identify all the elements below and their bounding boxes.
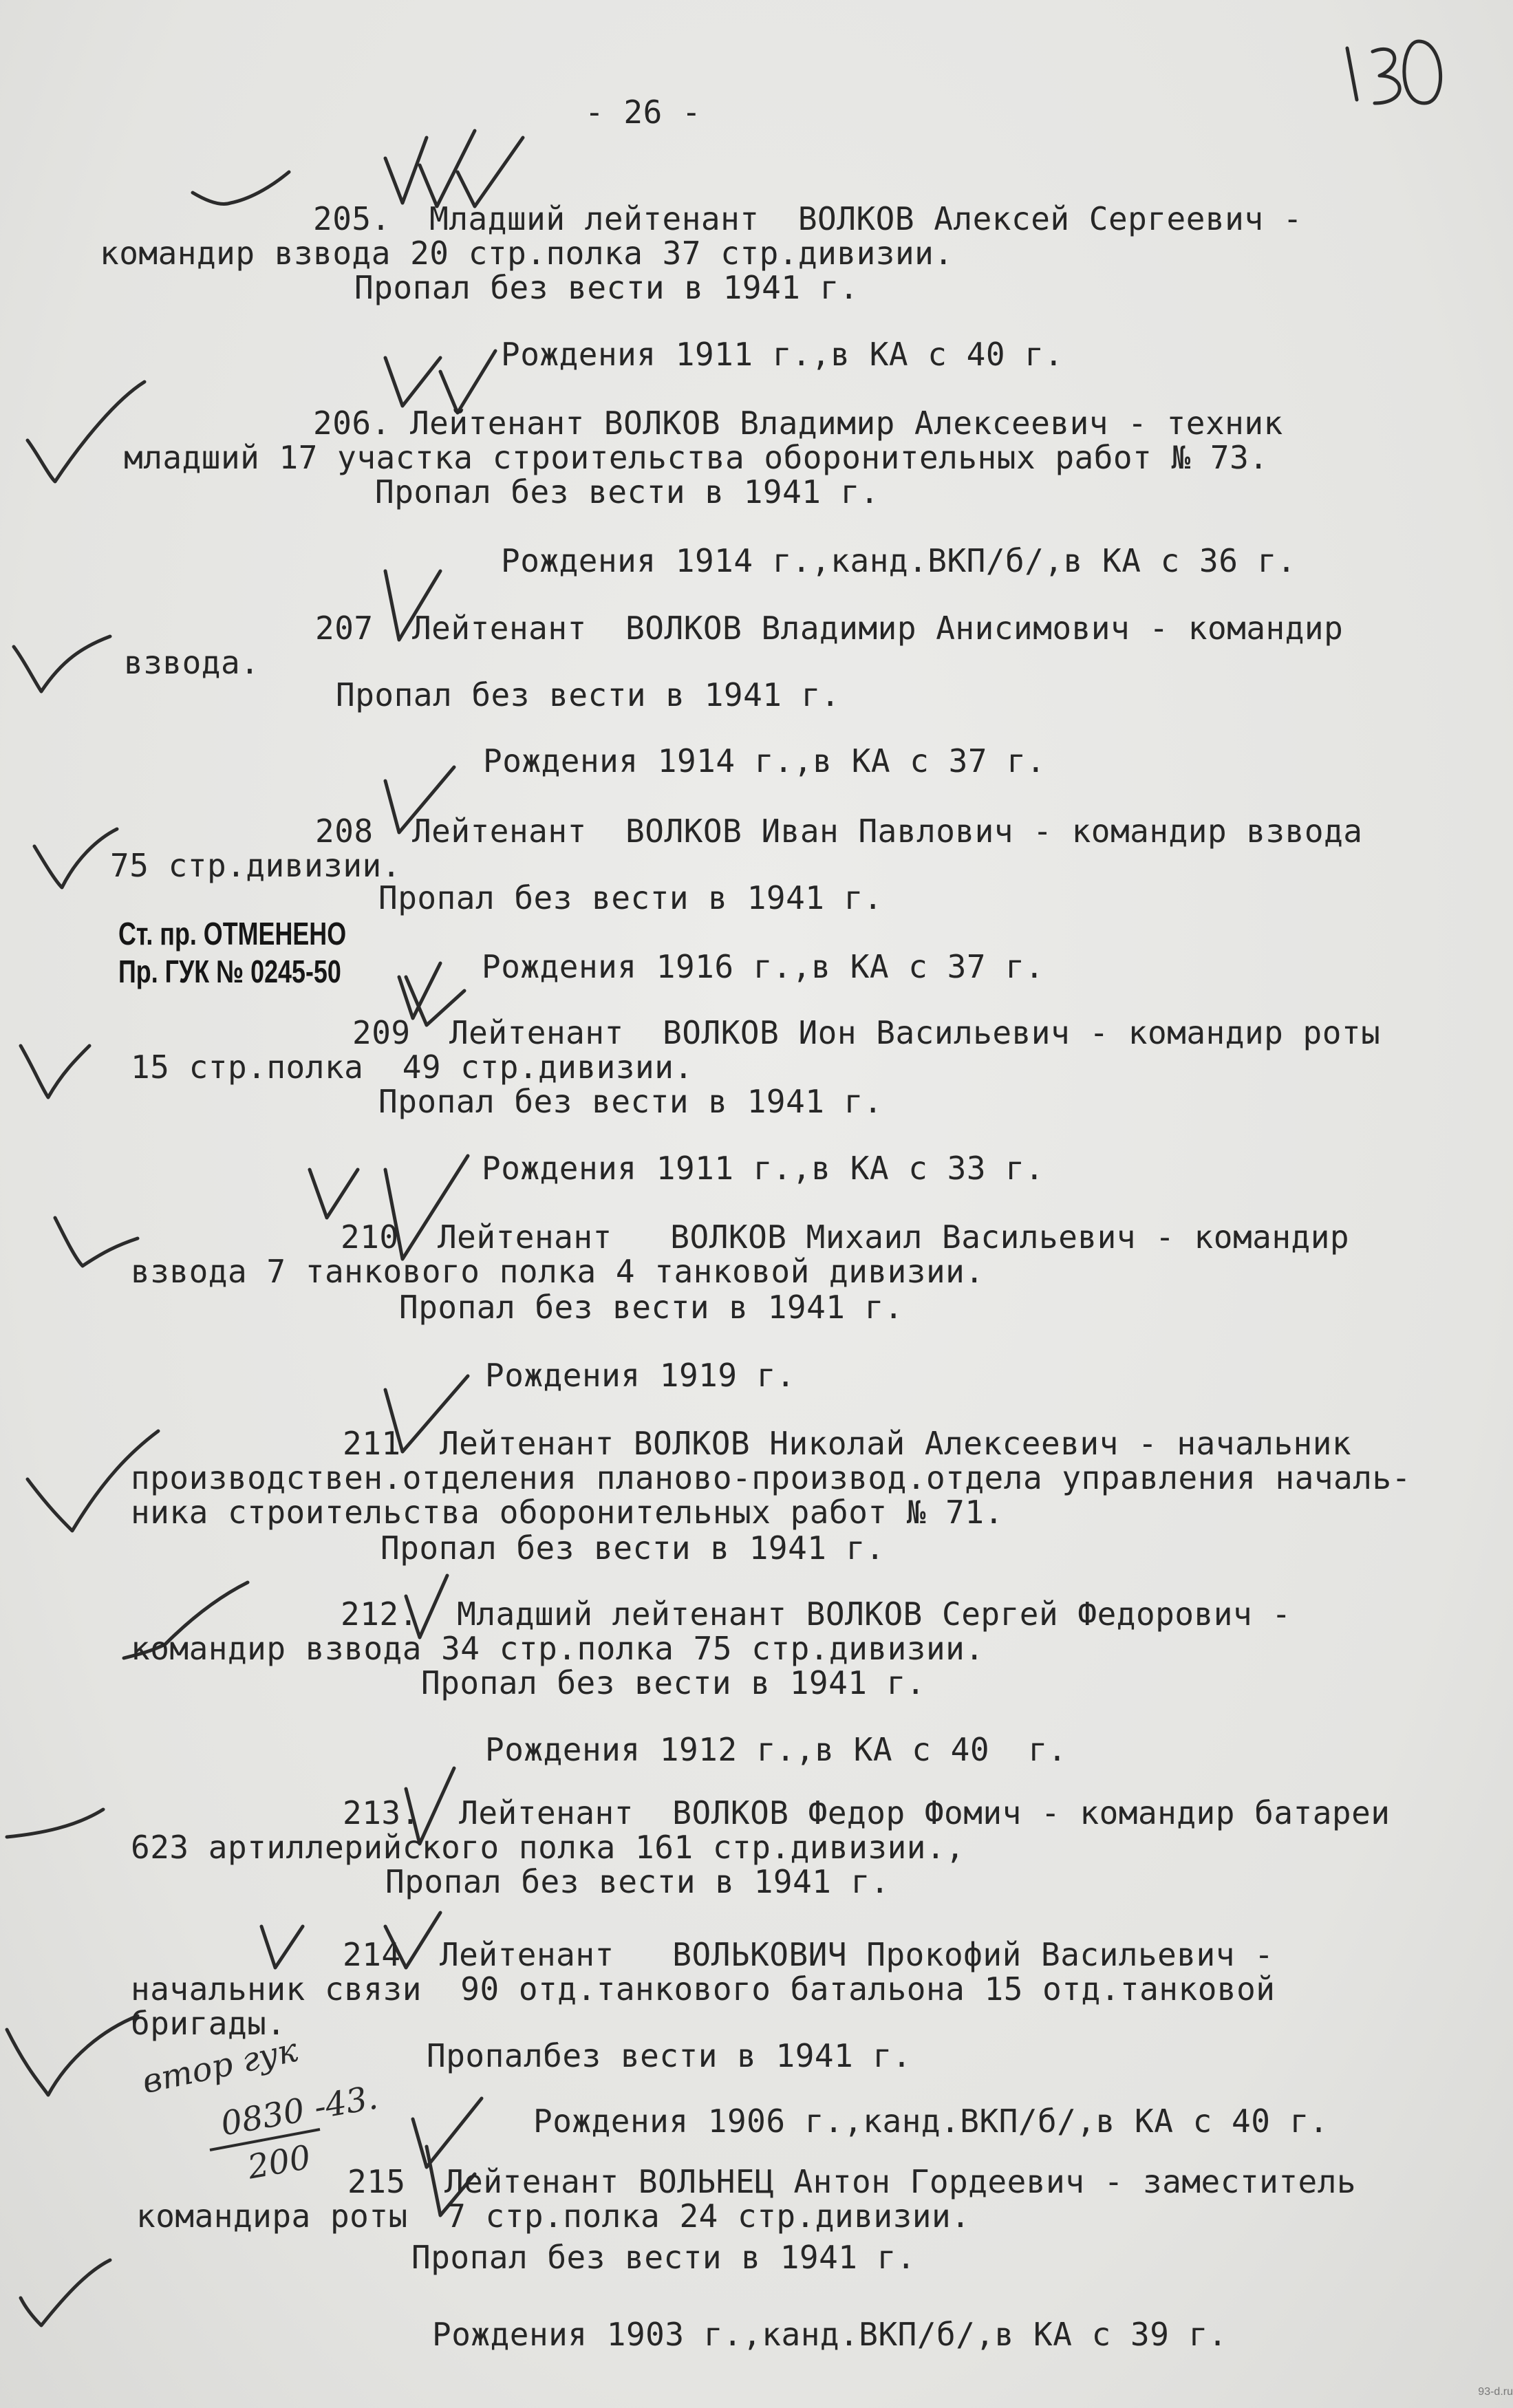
- entry-209-line1: 209 Лейтенант ВОЛКОВ Ион Васильевич - командир роты: [352, 1014, 1381, 1051]
- v-mark: [413, 2098, 482, 2167]
- entry-212-line1: 212. Младший лейтенант ВОЛКОВ Сергей Федорович -: [341, 1595, 1291, 1633]
- v-mark: [385, 351, 495, 413]
- entry-213-line1: 213. Лейтенант ВОЛКОВ Федор Фомич - командир батареи: [343, 1794, 1391, 1831]
- entry-214-line1: 214 Лейтенант ВОЛЬКОВИЧ Прокофий Васильевич -: [343, 1936, 1274, 1973]
- check-mark: [14, 636, 110, 691]
- entry-210-birth: Рождения 1919 г.: [485, 1357, 796, 1394]
- entry-211-line2: производствен.отделения планово-производ.отдела управления началь-: [131, 1459, 1411, 1496]
- entry-215-missing: Пропал без вести в 1941 г.: [411, 2239, 916, 2276]
- entry-208-birth: Рождения 1916 г.,в КА с 37 г.: [482, 948, 1044, 985]
- v-mark: [385, 131, 523, 206]
- entry-210-line2: взвода 7 танкового полка 4 танковой дивизии.: [131, 1253, 985, 1290]
- entry-205-birth: Рождения 1911 г.,в КА с 40 г.: [501, 336, 1064, 373]
- entry-211-missing: Пропал без вести в 1941 г.: [380, 1529, 886, 1567]
- annotation-fraction-bar: [206, 2126, 323, 2153]
- entry-213-missing: Пропал без вести в 1941 г.: [385, 1863, 890, 1900]
- entry-208-missing: Пропал без вести в 1941 г.: [378, 879, 883, 916]
- entry-211-line1: 211 Лейтенант ВОЛКОВ Николай Алексеевич - начальник: [343, 1425, 1352, 1462]
- entry-211-line3: ника строительства оборонительных работ № 71.: [131, 1494, 1004, 1531]
- entry-205-missing: Пропал без вести в 1941 г.: [354, 269, 859, 306]
- entry-210-missing: Пропал без вести в 1941 г.: [399, 1289, 904, 1326]
- entry-206-birth: Рождения 1914 г.,канд.ВКП/б/,в КА с 36 г.: [501, 542, 1296, 579]
- entry-211-birth: Рождения 1912 г.,в КА с 40 г.: [485, 1731, 1067, 1768]
- entry-215-line2: командира роты 7 стр.полка 24 стр.дивизии.: [136, 2197, 971, 2235]
- cancellation-stamp-line1: Ст. пр. ОТМЕНЕНО: [118, 916, 347, 952]
- handwritten-annotation-line3: 200: [244, 2138, 314, 2187]
- entry-207-missing: Пропал без вести в 1941 г.: [336, 676, 841, 713]
- check-mark: [55, 1218, 138, 1266]
- handwritten-annotation-line1: втор гук: [138, 2030, 301, 2102]
- check-mark: [193, 172, 289, 204]
- entry-206-missing: Пропал без вести в 1941 г.: [375, 473, 880, 510]
- entry-208-line2: 75 стр.дивизии.: [110, 847, 401, 884]
- entry-213-line2: 623 артиллерийского полка 161 стр.дивизии.,: [131, 1829, 965, 1866]
- entry-215-birth: Рождения 1903 г.,канд.ВКП/б/,в КА с 39 г.: [432, 2316, 1227, 2353]
- entry-207-birth: Рождения 1914 г.,в КА с 37 г.: [483, 742, 1046, 780]
- entry-208-line1: 208 Лейтенант ВОЛКОВ Иван Павлович - командир взвода: [315, 813, 1363, 850]
- entry-212-line2: командир взвода 34 стр.полка 75 стр.дивизии.: [131, 1630, 985, 1667]
- handwritten-annotation-line2: 0830 -43.: [217, 2078, 381, 2144]
- entry-205-line2: командир взвода 20 стр.полка 37 стр.дивизии.: [100, 235, 954, 272]
- check-mark: [7, 1809, 103, 1837]
- cancellation-stamp-line2: Пр. ГУК № 0245-50: [118, 954, 341, 989]
- page-number: - 26 -: [585, 94, 702, 131]
- entry-207-line1: 207 Лейтенант ВОЛКОВ Владимир Анисимович - командир: [315, 610, 1344, 647]
- site-watermark: 93-d.ru: [1478, 2386, 1513, 2398]
- entry-212-missing: Пропал без вести в 1941 г.: [421, 1664, 926, 1701]
- entry-214-line2: начальник связи 90 отд.танкового батальона 15 отд.танковой: [131, 1970, 1276, 2008]
- entry-207-line2: взвода.: [124, 644, 260, 681]
- check-mark: [34, 829, 117, 888]
- entry-209-missing: Пропал без вести в 1941 г.: [378, 1083, 883, 1120]
- check-mark: [21, 1046, 89, 1097]
- entry-210-line1: 210 Лейтенант ВОЛКОВ Михаил Васильевич - командир: [341, 1218, 1350, 1256]
- entry-215-line1: 215 Лейтенант ВОЛЬНЕЦ Антон Гордеевич - заместитель: [347, 2163, 1357, 2200]
- entry-209-line2: 15 стр.полка 49 стр.дивизии.: [131, 1049, 694, 1086]
- archive-number-strokes: [1347, 41, 1441, 103]
- entry-205-line1: 205. Младший лейтенант ВОЛКОВ Алексей Сергеевич -: [313, 200, 1302, 237]
- entry-214-missing: Пропалбез вести в 1941 г.: [427, 2037, 912, 2074]
- entry-206-line2: младший 17 участка строительства оборонительных работ № 73.: [124, 439, 1269, 476]
- entry-214-line3: бригады.: [131, 2005, 286, 2042]
- check-mark: [7, 2016, 138, 2095]
- entry-206-line1: 206. Лейтенант ВОЛКОВ Владимир Алексеевич - техник: [313, 405, 1283, 442]
- entry-209-birth: Рождения 1911 г.,в КА с 33 г.: [482, 1150, 1044, 1187]
- entry-214-birth: Рождения 1906 г.,канд.ВКП/б/,в КА с 40 г.: [533, 2103, 1329, 2140]
- check-mark: [21, 2260, 110, 2325]
